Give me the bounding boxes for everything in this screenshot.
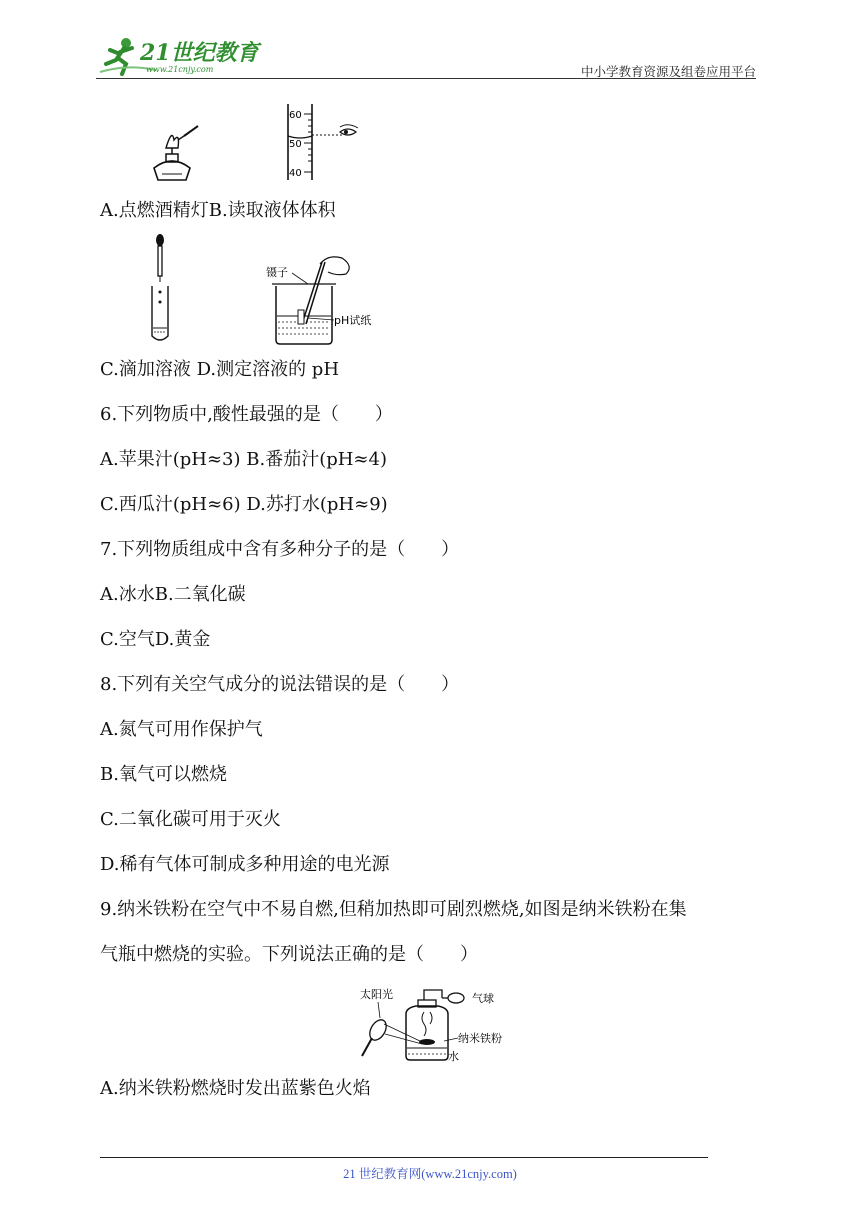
site-logo <box>96 34 266 78</box>
tick-label: 50 <box>289 139 302 150</box>
ph-paper-label: pH试纸 <box>334 314 372 327</box>
footer-divider <box>100 1157 708 1158</box>
measuring-cylinder-figure <box>284 102 364 182</box>
water-label: 水 <box>448 1050 459 1063</box>
powder-label: 纳米铁粉 <box>458 1032 502 1045</box>
question-5-option-cd: C.滴加溶液 D.测定溶液的 pH <box>100 359 340 380</box>
logo-text: 21世纪教育 <box>140 40 259 66</box>
question-8-option-a: A.氮气可用作保护气 <box>100 719 263 740</box>
dropper-tube-figure <box>146 232 174 346</box>
question-8-option-c: C.二氧化碳可用于灭火 <box>100 809 281 830</box>
sunlight-label: 太阳光 <box>360 988 393 1001</box>
question-7-stem: 7.下列物质组成中含有多种分子的是（ ） <box>100 539 460 560</box>
question-8-stem: 8.下列有关空气成分的说法错误的是（ ） <box>100 674 460 695</box>
question-6-stem: 6.下列物质中,酸性最强的是（ ） <box>100 404 393 425</box>
question-8-option-b: B.氧气可以燃烧 <box>100 764 227 785</box>
gas-jar-figure <box>358 984 504 1066</box>
question-9-stem-line1: 9.纳米铁粉在空气中不易自燃,但稍加热即可剧烈燃烧,如图是纳米铁粉在集 <box>100 899 687 920</box>
beaker-ph-figure <box>262 254 380 348</box>
balloon-label: 气球 <box>472 992 494 1005</box>
header-platform-text: 中小学教育资源及组卷应用平台 <box>580 64 756 79</box>
question-6-option-cd: C.西瓜汁(pH≈6) D.苏打水(pH≈9) <box>100 494 388 515</box>
question-9-option-a: A.纳米铁粉燃烧时发出蓝紫色火焰 <box>100 1078 371 1099</box>
tweezers-label: 镊子 <box>266 266 288 279</box>
question-8-option-d: D.稀有气体可制成多种用途的电光源 <box>100 854 390 875</box>
eye-icon <box>340 125 358 135</box>
alcohol-lamp-figure <box>144 118 200 186</box>
tick-label: 60 <box>289 110 302 121</box>
question-6-option-ab: A.苹果汁(pH≈3) B.番茄汁(pH≈4) <box>100 449 387 470</box>
header-divider <box>96 78 756 79</box>
question-7-option-ab: A.冰水B.二氧化碳 <box>100 584 246 605</box>
question-5-option-ab: A.点燃酒精灯B.读取液体体积 <box>100 200 336 221</box>
question-7-option-cd: C.空气D.黄金 <box>100 629 211 650</box>
question-9-stem-line2: 气瓶中燃烧的实验。下列说法正确的是（ ） <box>100 944 478 965</box>
footer-text: 21 世纪教育网(www.21cnjy.com) <box>343 1167 517 1181</box>
tick-label: 40 <box>289 168 302 179</box>
logo-url: www.21cnjy.com <box>146 65 214 74</box>
